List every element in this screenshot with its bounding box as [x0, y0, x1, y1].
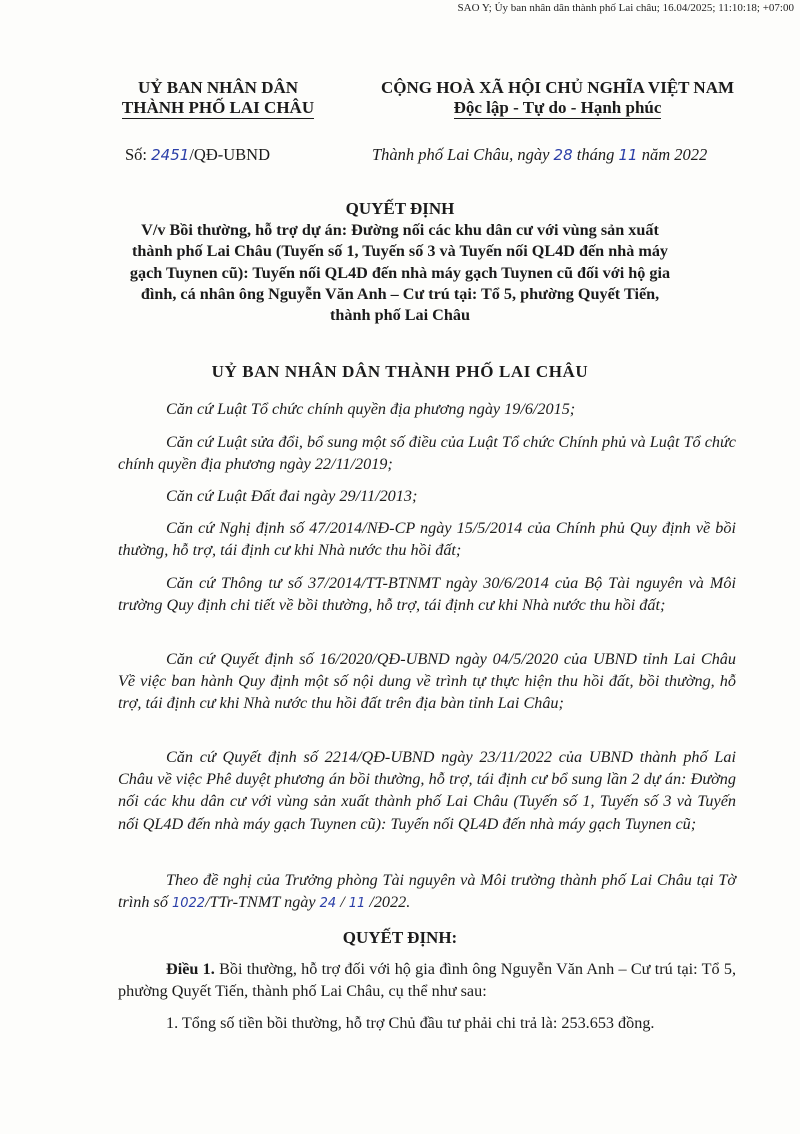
- authority-line-2: THÀNH PHỐ LAI CHÂU: [121, 98, 315, 117]
- legal-basis-2: Căn cứ Luật sửa đổi, bổ sung một số điều của Luật Tổ chức Chính phủ và Luật Tổ chức chính quyền địa phương ngày 22/11/2019;: [118, 433, 736, 474]
- legal-basis-1: Căn cứ Luật Tổ chức chính quyền địa phương ngày 19/6/2015;: [166, 400, 576, 418]
- document-title: QUYẾT ĐỊNH: [345, 199, 455, 218]
- document-subject: V/v Bồi thường, hỗ trợ dự án: Đường nối các khu dân cư với vùng sản xuất thành phố Lai Châu (Tuyến số 1, Tuyến số 3 và Tuyến nối QL4D đến nhà máy gạch Tuynen cũ): Tuyến nối QL4D đến nhà máy gạch Tuynen cũ đối với hộ gia đình, cá nhân ông Nguyễn Văn Anh – Cư trú tại: Tổ 5, phường Quyết Tiến, thành phố Lai Châu: [129, 221, 671, 325]
- number-suffix: /QĐ-UBND: [189, 145, 270, 164]
- issuing-authority-header: [100, 78, 336, 118]
- national-header: [360, 78, 755, 118]
- proposal-text: Theo đề nghị của Trưởng phòng Tài nguyên và Môi trường thành phố Lai Châu tại Tờ trình số: [118, 871, 736, 912]
- document-date: [372, 145, 707, 165]
- legal-basis-4: Căn cứ Nghị định số 47/2014/NĐ-CP ngày 15/5/2014 của Chính phủ Quy định về bồi thường, hỗ trợ, tái định cư khi Nhà nước thu hồi đất;: [118, 519, 736, 560]
- handwritten-submission-day: 24: [319, 896, 337, 912]
- nation-name: CỘNG HOÀ XÃ HỘI CHỦ NGHĨA VIỆT NAM: [380, 78, 735, 97]
- authority-heading: UỶ BAN NHÂN DÂN THÀNH PHỐ LAI CHÂU: [211, 362, 589, 381]
- legal-basis-6: Căn cứ Quyết định số 16/2020/QĐ-UBND ngày 04/5/2020 của UBND tỉnh Lai Châu Về việc ban hành Quy định một số nội dung về trình tự thực hiện thu hồi đất, bồi thường, hỗ trợ, tái định cư khi Nhà nước thu hồi đất trên địa bàn tỉnh Lai Châu;: [118, 650, 736, 713]
- date-month-label: tháng: [572, 145, 619, 164]
- date-separator: /: [336, 893, 349, 912]
- authority-line-1: UỶ BAN NHÂN DÂN: [137, 78, 299, 97]
- proposal-basis: [118, 869, 736, 915]
- handwritten-day: 28: [553, 146, 573, 164]
- legal-basis-3: Căn cứ Luật Đất đai ngày 29/11/2013;: [166, 487, 418, 505]
- handwritten-number: 2451: [151, 146, 190, 164]
- proposal-date-label: /TTr-TNMT ngày: [205, 893, 320, 912]
- article-1-text: Bồi thường, hỗ trợ đối với hộ gia đình ông Nguyễn Văn Anh – Cư trú tại: Tổ 5, phường Quyết Tiến, thành phố Lai Châu, cụ thể như sau:: [118, 960, 737, 1001]
- number-prefix: Số:: [125, 145, 152, 164]
- document-number: [125, 145, 270, 165]
- handwritten-month: 11: [618, 146, 638, 164]
- national-motto: Độc lập - Tự do - Hạnh phúc: [453, 98, 662, 117]
- handwritten-submission-month: 11: [348, 896, 366, 912]
- article-1-label: Điều 1.: [166, 960, 215, 978]
- digital-copy-stamp: SAO Y; Ủy ban nhân dân thành phố Lai châu; 16.04/2025; 11:10:18; +07:00: [457, 2, 794, 14]
- date-prefix: Thành phố Lai Châu, ngày: [372, 145, 554, 164]
- decision-heading: QUYẾT ĐỊNH:: [342, 928, 458, 947]
- proposal-year: /2022.: [365, 893, 411, 912]
- article-1-item-1: 1. Tổng số tiền bồi thường, hỗ trợ Chủ đầu tư phải chi trả là: 253.653 đồng.: [166, 1014, 655, 1032]
- legal-basis-5: Căn cứ Thông tư số 37/2014/TT-BTNMT ngày 30/6/2014 của Bộ Tài nguyên và Môi trường Quy định chi tiết về bồi thường, hỗ trợ, tái định cư khi Nhà nước thu hồi đất;: [118, 574, 736, 615]
- handwritten-submission-number: 1022: [171, 896, 206, 912]
- article-1: [118, 958, 736, 1002]
- date-year: năm 2022: [637, 145, 708, 164]
- legal-basis-7: Căn cứ Quyết định số 2214/QĐ-UBND ngày 23/11/2022 của UBND thành phố Lai Châu về việc Phê duyệt phương án bồi thường, hỗ trợ, tái định cư bổ sung lần 2 dự án: Đường nối các khu dân cư với vùng sản xuất thành phố Lai Châu (Tuyến số 1, Tuyến số 3 và Tuyến nối QL4D đến nhà máy gạch Tuynen cũ): Tuyến nối QL4D đến nhà máy gạch Tuynen cũ;: [118, 748, 736, 833]
